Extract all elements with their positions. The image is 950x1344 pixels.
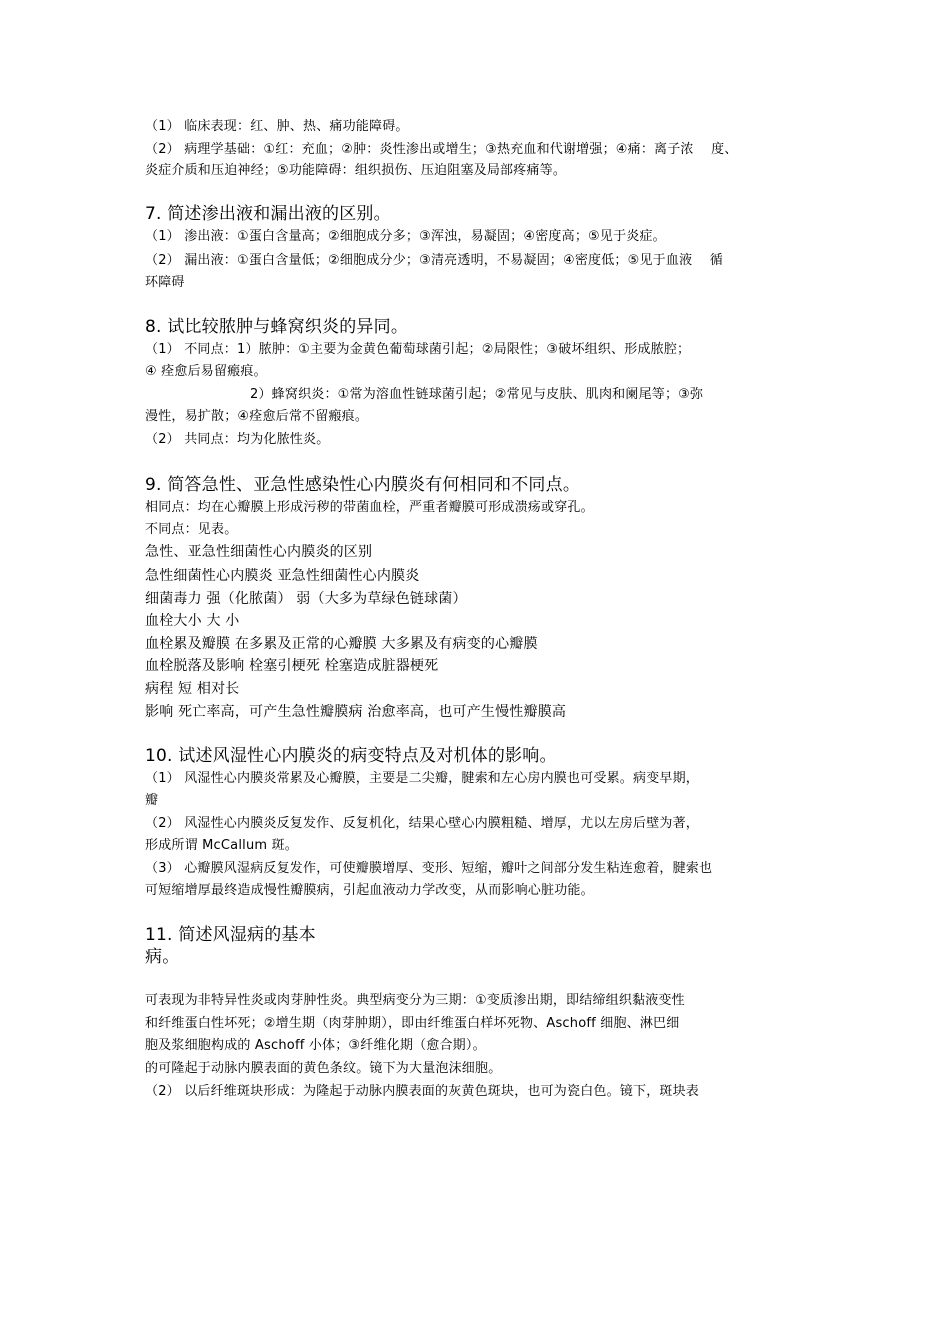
- section-heading: 9. 简答急性、亚急性感染性心内膜炎有何相同和不同点。: [145, 475, 581, 495]
- text-line: 的可隆起于动脉内膜表面的黄色条纹。镜下为大量泡沫细胞。: [145, 1061, 502, 1076]
- text-line: （2） 共同点：均为化脓性炎。: [145, 432, 330, 447]
- table-row: 影响 死亡率高，可产生急性瓣膜病 治愈率高，也可产生慢性瓣膜高: [145, 704, 567, 720]
- text-line: （3） 心瓣膜风湿病反复发作，可使瓣膜增厚、变形、短缩，瓣叶之间部分发生粘连愈着，腱索也: [145, 861, 713, 876]
- text-line: 形成所谓 McCallum 斑。: [145, 838, 298, 853]
- section-heading: 7. 简述渗出液和漏出液的区别。: [145, 204, 391, 224]
- text-line: 漫性，易扩散；④痊愈后常不留瘢痕。: [145, 409, 369, 424]
- text-line: （2） 风湿性心内膜炎反复发作、反复机化，结果心壁心内膜粗糙、增厚，尤以左房后壁为著，: [145, 816, 700, 831]
- section-heading: 11. 简述风湿病的基本: [145, 925, 316, 945]
- text-line: 环障碍: [145, 275, 185, 290]
- text-line: 炎症介质和压迫神经；⑤功能障碍：组织损伤、压迫阻塞及局部疼痛等。: [145, 163, 567, 178]
- text-line: 胞及浆细胞构成的 Aschoff 小体；③纤维化期（愈合期）。: [145, 1038, 486, 1053]
- section-heading: 8. 试比较脓肿与蜂窝织炎的异同。: [145, 317, 409, 337]
- text-line: （1） 临床表现：红、肿、热、痛功能障碍。: [145, 119, 409, 134]
- table-row: 血栓脱落及影响 栓塞引梗死 栓塞造成脏器梗死: [145, 658, 439, 674]
- text-line: 相同点：均在心瓣膜上形成污秽的带菌血栓，严重者瓣膜可形成溃疡或穿孔。: [145, 500, 594, 515]
- text-line: 可短缩增厚最终造成慢性瓣膜病，引起血液动力学改变，从而影响心脏功能。: [145, 883, 594, 898]
- text-line: （1） 风湿性心内膜炎常累及心瓣膜，主要是二尖瓣，腱索和左心房内膜也可受累。病变早期，: [145, 771, 700, 786]
- table-row: 细菌毒力 强（化脓菌） 弱（大多为草绿色链球菌）: [145, 591, 467, 607]
- table-row: 血栓累及瓣膜 在多累及正常的心瓣膜 大多累及有病变的心瓣膜: [145, 636, 538, 652]
- text-line: 2）蜂窝织炎：①常为溶血性链球菌引起；②常见与皮肤、肌肉和阑尾等；③弥: [250, 387, 704, 402]
- text-line: （1） 不同点：1）脓肿：①主要为金黄色葡萄球菌引起；②局限性；③破坏组织、形成脓腔；: [145, 342, 691, 357]
- section-heading: 病。: [145, 947, 180, 967]
- text-line: 瓣: [145, 793, 159, 808]
- table-row: 病程 短 相对长: [145, 681, 240, 697]
- text-line: （2） 病理学基础：①红：充血；②肿：炎性渗出或增生；③热充血和代谢增强；④痛：离子浓 度、: [145, 142, 738, 157]
- text-line: （2） 以后纤维斑块形成：为隆起于动脉内膜表面的灰黄色斑块，也可为瓷白色。镜下，斑块表: [145, 1084, 700, 1099]
- text-line: （2） 漏出液：①蛋白含量低；②细胞成分少；③清亮透明，不易凝固；④密度低；⑤见于血液 循: [145, 253, 724, 268]
- text-line: 和纤维蛋白性坏死；②增生期（肉芽肿期），即由纤维蛋白样坏死物、Aschoff 细胞、淋巴细: [145, 1016, 680, 1031]
- text-line: 不同点：见表。: [145, 522, 238, 537]
- text-line: 急性、亚急性细菌性心内膜炎的区别: [145, 544, 373, 560]
- text-line: ④ 痊愈后易留瘢痕。: [145, 364, 267, 379]
- section-heading: 10. 试述风湿性心内膜炎的病变特点及对机体的影响。: [145, 746, 557, 766]
- table-row: 急性细菌性心内膜炎 亚急性细菌性心内膜炎: [145, 568, 420, 584]
- table-row: 血栓大小 大 小: [145, 613, 240, 629]
- text-line: 可表现为非特异性炎或肉芽肿性炎。典型病变分为三期：①变质渗出期，即结缔组织黏液变性: [145, 993, 685, 1008]
- text-line: （1） 渗出液：①蛋白含量高；②细胞成分多；③浑浊，易凝固；④密度高；⑤见于炎症。: [145, 229, 666, 244]
